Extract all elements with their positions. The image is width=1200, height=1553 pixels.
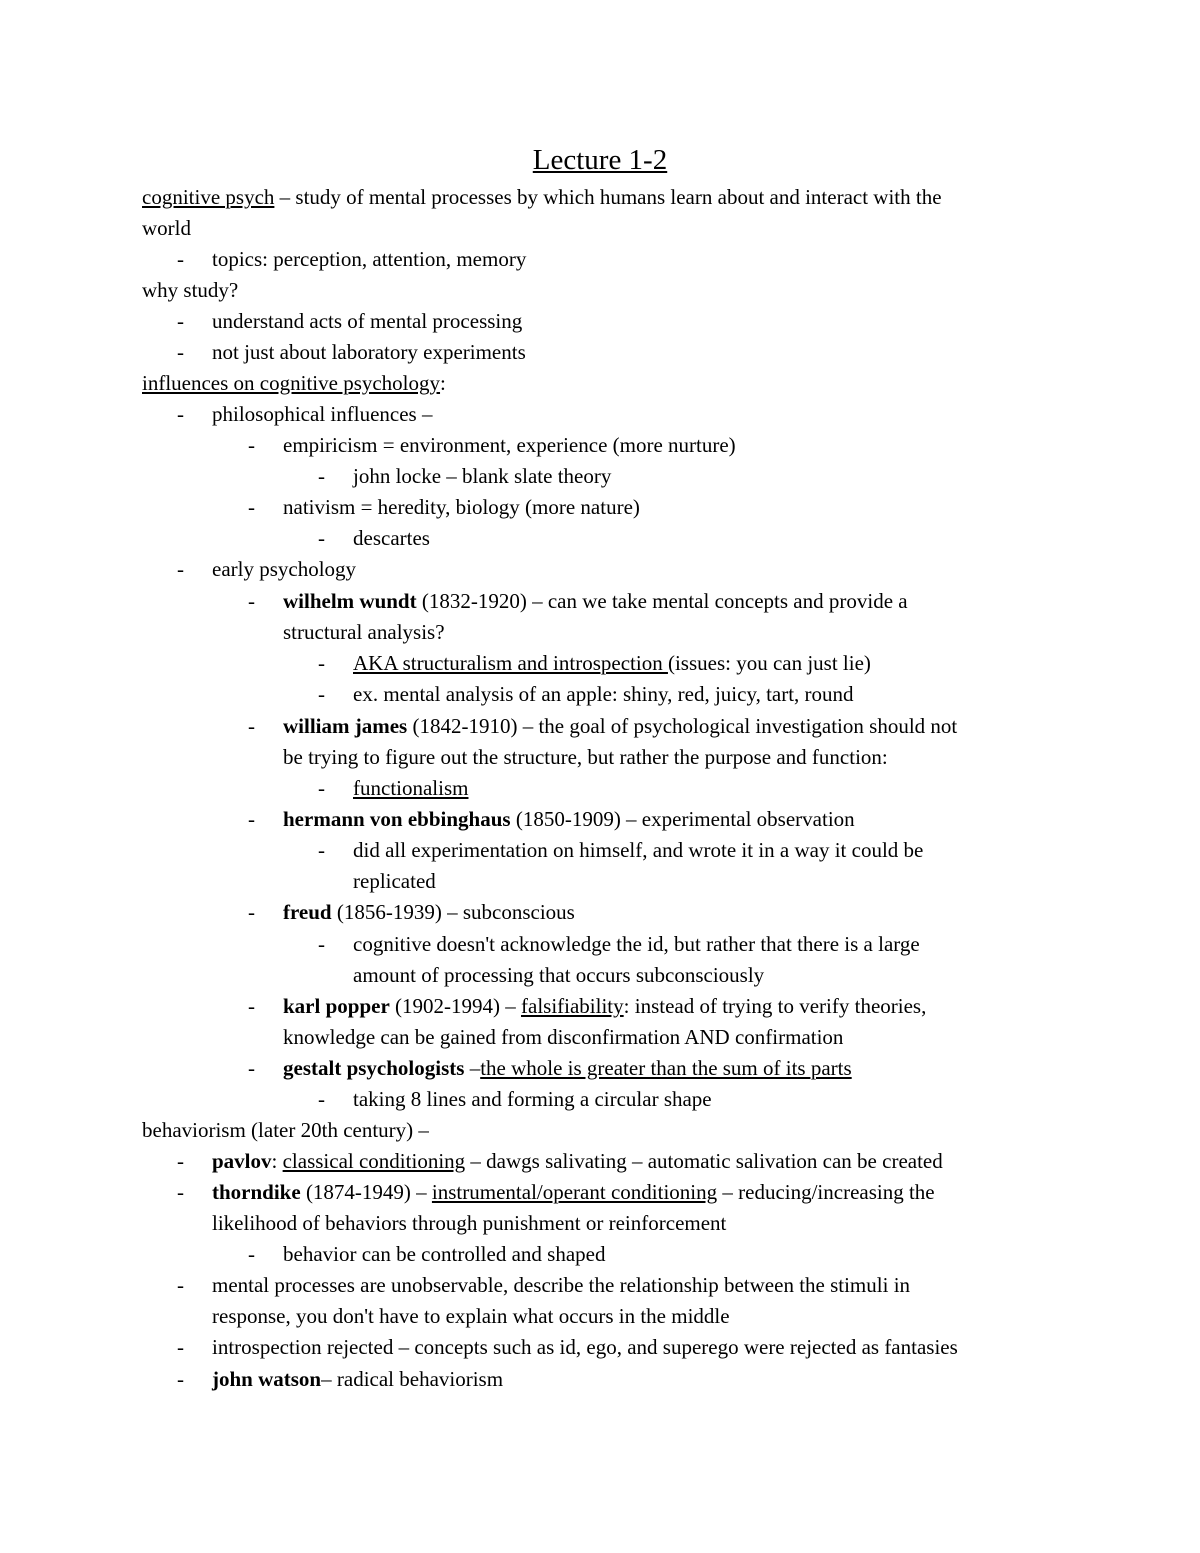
bullet-dash: - [318, 776, 325, 800]
bullet-dash: - [318, 838, 325, 862]
name-popper: karl popper [283, 994, 390, 1018]
bullet-dash: - [177, 1335, 184, 1359]
bullet-dash: - [177, 1273, 184, 1297]
bullet-text: wilhelm wundt (1832-1920) – can we take mental concepts and provide a [283, 589, 908, 613]
bullet-text: freud (1856-1939) – subconscious [283, 900, 575, 924]
term-operant-conditioning: instrumental/operant conditioning [431, 1180, 718, 1204]
bullet-text: nativism = heredity, biology (more nature) [283, 495, 640, 519]
bullet-text: thorndike (1874-1949) – instrumental/operant conditioning – reducing/increasing the [212, 1180, 935, 1204]
bullet-text [353, 773, 468, 804]
bullet-dash: - [177, 557, 184, 581]
bullet-dash: - [318, 464, 325, 488]
bullet-text: introspection rejected – concepts such as id, ego, and superego were rejected as fantasies [212, 1335, 958, 1359]
bullet-dash: - [318, 932, 325, 956]
bullet-dash: - [318, 526, 325, 550]
section-heading: influences on cognitive psychology: [142, 371, 446, 395]
bullet-continuation: be trying to figure out the structure, but rather the purpose and function: [283, 745, 888, 769]
page-title-text: Lecture 1-2 [532, 144, 668, 176]
name-watson: john watson [212, 1367, 322, 1391]
bullet-text: taking 8 lines and forming a circular shape [353, 1087, 712, 1111]
bullet-continuation: structural analysis? [283, 620, 445, 644]
name-thorndike: thorndike [212, 1180, 301, 1204]
bullet-text: philosophical influences – [212, 402, 433, 426]
name-james: william james [283, 714, 408, 738]
bullet-text: descartes [353, 526, 430, 550]
bullet-text: behavior can be controlled and shaped [283, 1242, 606, 1266]
bullet-dash: - [318, 682, 325, 706]
bullet-dash: - [248, 900, 255, 924]
name-freud: freud [283, 900, 332, 924]
bullet-dash: - [248, 495, 255, 519]
bullet-dash: - [248, 994, 255, 1018]
bullet-dash: - [248, 1242, 255, 1266]
term-functionalism: functionalism [353, 776, 469, 800]
bullet-dash: - [248, 807, 255, 831]
bullet-continuation: replicated [353, 869, 436, 893]
bullet-text: empiricism = environment, experience (more nurture) [283, 433, 736, 457]
bullet-dash: - [248, 714, 255, 738]
bullet-continuation: amount of processing that occurs subconsciously [353, 963, 765, 987]
bullet-text: pavlov: classical conditioning – dawgs salivating – automatic salivation can be created [212, 1149, 943, 1173]
name-gestalt: gestalt psychologists [283, 1056, 465, 1080]
definition-line [142, 182, 942, 213]
heading-influences: influences on cognitive psychology [142, 371, 441, 395]
bullet-dash: - [177, 340, 184, 364]
term-falsifiability: falsifiability [521, 994, 624, 1018]
section-heading: why study? [142, 278, 239, 302]
bullet-dash: - [318, 1087, 325, 1111]
bullet-text: hermann von ebbinghaus (1850-1909) – experimental observation [283, 807, 855, 831]
bullet-continuation: likelihood of behaviors through punishment or reinforcement [212, 1211, 727, 1235]
page-title [0, 140, 1200, 180]
bullet-text: ex. mental analysis of an apple: shiny, red, juicy, tart, round [353, 682, 854, 706]
name-pavlov: pavlov [212, 1149, 272, 1173]
bullet-text: gestalt psychologists –the whole is greater than the sum of its parts [283, 1056, 852, 1080]
bullet-text: cognitive doesn't acknowledge the id, but rather that there is a large [353, 932, 920, 956]
term-classical-conditioning: classical conditioning [282, 1149, 466, 1173]
bullet-text: william james (1842-1910) – the goal of psychological investigation should not [283, 714, 958, 738]
bullet-text: topics: perception, attention, memory [212, 247, 527, 271]
bullet-continuation: knowledge can be gained from disconfirmation AND confirmation [283, 1025, 844, 1049]
bullet-dash: - [248, 589, 255, 613]
section-heading: behaviorism (later 20th century) – [142, 1118, 429, 1142]
term-structuralism: AKA structuralism and introspection [353, 651, 668, 675]
bullet-dash: - [177, 1149, 184, 1173]
term-whole-greater: the whole is greater than the sum of its parts [480, 1056, 852, 1080]
term-cognitive-psych: cognitive psych [142, 185, 275, 209]
bullet-text: john watson– radical behaviorism [212, 1367, 504, 1391]
bullet-dash: - [248, 1056, 255, 1080]
bullet-text: early psychology [212, 557, 357, 581]
bullet-text: AKA structuralism and introspection (issues: you can just lie) [353, 651, 871, 675]
name-wundt: wilhelm wundt [283, 589, 417, 613]
bullet-text: karl popper (1902-1994) – falsifiability: instead of trying to verify theories, [283, 994, 927, 1018]
bullet-text: did all experimentation on himself, and wrote it in a way it could be [353, 838, 924, 862]
bullet-dash: - [177, 247, 184, 271]
bullet-dash: - [177, 309, 184, 333]
bullet-dash: - [177, 402, 184, 426]
bullet-dash: - [177, 1180, 184, 1204]
definition-text: – study of mental processes by which humans learn about and interact with the [274, 185, 942, 209]
bullet-dash: - [248, 433, 255, 457]
bullet-text: mental processes are unobservable, describe the relationship between the stimuli in [212, 1273, 911, 1297]
bullet-dash: - [318, 651, 325, 675]
bullet-text: john locke – blank slate theory [353, 464, 612, 488]
bullet-text: understand acts of mental processing [212, 309, 523, 333]
bullet-dash: - [177, 1367, 184, 1391]
bullet-continuation: response, you don't have to explain what occurs in the middle [212, 1304, 730, 1328]
definition-continuation: world [142, 216, 191, 240]
bullet-text: not just about laboratory experiments [212, 340, 526, 364]
name-ebbinghaus: hermann von ebbinghaus [283, 807, 511, 831]
